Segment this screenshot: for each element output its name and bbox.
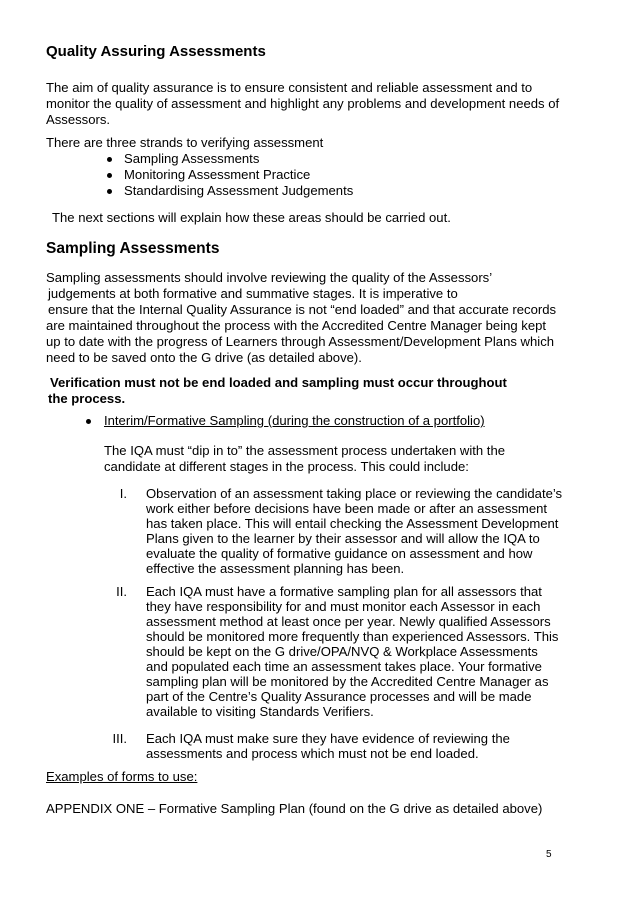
item-line: assessment method at least once per year. Newly qualified Assessors [146,614,551,629]
strand-label: Standardising Assessment Judgements [124,183,354,198]
item-line: sampling plan will be monitored by the Accredited Centre Manager as [146,674,549,689]
appendix-reference: APPENDIX ONE – Formative Sampling Plan (found on the G drive as detailed above) [46,801,543,816]
sampling-intro-line: are maintained throughout the process with the Accredited Centre Manager being kept [46,318,547,333]
iqa-line: candidate at different stages in the process. This could include: [104,459,469,474]
list-item [146,584,558,719]
sampling-intro-line: need to be saved onto the G drive (as detailed above). [46,350,362,365]
item-line: assessments and process which must not be end loaded. [146,746,479,761]
verification-warning: the process. [48,391,126,406]
item-line: should be kept on the G drive/OPA/NVQ & Workplace Assessments [146,644,538,659]
strand-label: Monitoring Assessment Practice [124,167,311,182]
item-line: should be monitored more frequently than experienced Assessors. This [146,629,559,644]
item-line: they have responsibility for and must monitor each Assessor in each [146,599,541,614]
item-numeral: III. [112,731,127,746]
list-item [146,731,510,761]
bullet-icon [107,157,112,162]
item-line: part of the Centre’s Quality Assurance processes and will be made [146,689,532,704]
item-numeral: I. [119,486,127,501]
item-line: available to visiting Standards Verifiers. [146,704,374,719]
item-line: Each IQA must have a formative sampling plan for all assessors that [146,584,542,599]
item-line: Each IQA must make sure they have evidence of reviewing the [146,731,510,746]
strands-intro: There are three strands to verifying assessment [46,135,324,150]
item-line: and populated each time an assessment takes place. Your formative [146,659,542,674]
list-item [146,486,562,576]
strand-label: Sampling Assessments [124,151,260,166]
bullet-icon [107,189,112,194]
page-number: 5 [546,849,552,860]
bullet-icon [107,173,112,178]
item-line: has taken place. This will entail checking the Assessment Development [146,516,559,531]
sampling-intro-line: Sampling assessments should involve reviewing the quality of the Assessors’ [46,270,493,285]
item-line: Observation of an assessment taking place or reviewing the candidate’s [146,486,563,501]
sampling-intro-line: up to date with the progress of Learners through Assessment/Development Plans which [46,334,555,349]
sampling-intro-line: ensure that the Internal Quality Assurance is not “end loaded” and that accurate records [48,302,557,317]
examples-heading: Examples of forms to use: [46,769,198,784]
item-numeral: II. [116,584,127,599]
section-title-quality-assuring: Quality Assuring Assessments [46,43,266,60]
section-title-sampling: Sampling Assessments [46,240,220,257]
item-line: work either before decisions have been made or after an assessment [146,501,548,516]
interim-sampling-heading: Interim/Formative Sampling (during the construction of a portfolio) [104,413,485,428]
bullet-icon [86,419,91,424]
intro-line: The aim of quality assurance is to ensure consistent and reliable assessment and to [46,80,533,95]
iqa-line: The IQA must “dip in to” the assessment process undertaken with the [104,443,506,458]
item-line: evaluate the quality of formative guidance on assessment and how [146,546,533,561]
next-sections-text: The next sections will explain how these areas should be carried out. [52,210,451,225]
intro-line: Assessors. [46,112,111,127]
sampling-intro-line: judgements at both formative and summative stages. It is imperative to [48,286,458,301]
item-line: effective the assessment planning has been. [146,561,405,576]
item-line: Plans given to the learner by their assessor and will allow the IQA to [146,531,540,546]
verification-warning: Verification must not be end loaded and sampling must occur throughout [50,375,507,390]
intro-line: monitor the quality of assessment and highlight any problems and development needs of [46,96,560,111]
